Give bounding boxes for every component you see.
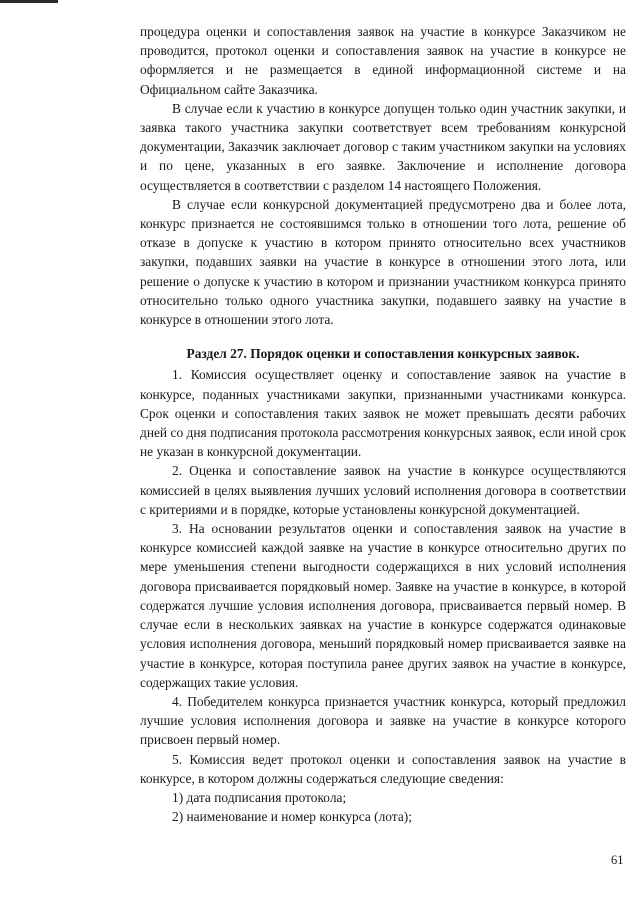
paragraph-continuation: процедура оценки и сопоставления заявок на участие в конкурсе Заказчиком не проводится, протокол оценки и сопоставления заявок на участие в конкурсе не оформляется и не размещается в единой информационной системе и на Официальном сайте Заказчика. (140, 24, 626, 97)
clause-3: 3. На основании результатов оценки и сопоставления заявок на участие в конкурсе комиссией каждой заявке на участие в конкурсе относительно других по мере уменьшения степени выгодности содержащихся в них условий исполнения договора присваивается порядковый номер. Заявке на участие в конкурсе, в которой содержатся лучшие условия исполнения договора, присваивается первый номер. В случае если в нескольких заявках на участие в конкурсе содержатся одинаковые условия исполнения договора, меньший порядковый номер присваивается заявке на участие в конкурсе, которая поступила ранее других заявок на участие в конкурсе, содержащих такие условия. (140, 521, 626, 690)
clause-4: 4. Победителем конкурса признается участник конкурса, который предложил лучшие условия исполнения договора и заявке на участие в конкурсе которого присвоен первый номер. (140, 693, 626, 748)
paragraph-multiple-lots: В случае если конкурсной документацией предусмотрено два и более лота, конкурс признается не состоявшимся только в отношении того лота, решение об отказе в допуске к участию в котором принято относительно всех участников закупки, подавших заявки на участие в конкурсе в отношении этого лота, или решение о допуске к участию в котором и признании участником конкурса принято относительно только одного участника закупки, подавшего заявку на участие в конкурсе в отношении этого лота. (140, 196, 626, 328)
section-heading: Раздел 27. Порядок оценки и сопоставления конкурсных заявок. (186, 346, 580, 362)
paragraph-single-participant: В случае если к участию в конкурсе допущен только один участник закупки, и заявка такого участника закупки соответствует всем требованиям конкурсной документации, Заказчик заключает договор с таким участником закупки на условиях и по цене, указанных в его заявке. Заключение и исполнение договора осуществляется в соответствии с разделом 14 настоящего Положения. (140, 100, 626, 193)
clause-1: 1. Комиссия осуществляет оценку и сопоставление заявок на участие в конкурсе, поданных участниками закупки, признанными участниками конкурса. Срок оценки и сопоставления таких заявок не может превышать десяти рабочих дней со дня подписания протокола рассмотрения конкурсных заявок, если иной срок не указан в конкурсной документации. (140, 367, 626, 460)
clause-2: 2. Оценка и сопоставление заявок на участие в конкурсе осуществляются комиссией в целях выявления лучших условий исполнения договора в соответствии с критериями и в порядке, которые установлены конкурсной документацией. (140, 463, 626, 517)
clause-5-item-2: 2) наименование и номер конкурса (лота); (172, 809, 412, 825)
clause-5-item-1: 1) дата подписания протокола; (172, 789, 347, 805)
clause-5: 5. Комиссия ведет протокол оценки и сопоставления заявок на участие в конкурсе, в котором должны содержаться следующие сведения: (140, 751, 626, 786)
document-page (140, 22, 626, 826)
page-number: 61 (611, 853, 624, 867)
scan-corner-mark (0, 0, 58, 3)
